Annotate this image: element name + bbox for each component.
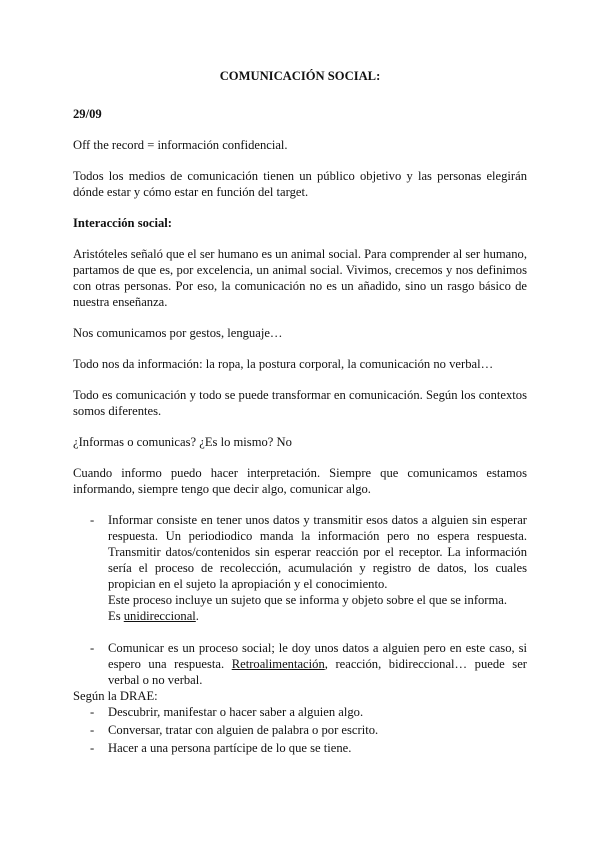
comunicar-text-post: , reacción, bidireccional… puede ser verbal o no verbal. <box>108 657 527 687</box>
drae-item-text: Descubrir, manifestar o hacer saber a alguien algo. <box>108 705 364 719</box>
paragraph-gestos: Nos comunicamos por gestos, lenguaje… <box>73 326 283 340</box>
drae-item-text: Hacer a una persona partícipe de lo que se tiene. <box>108 741 352 755</box>
definitions-list <box>73 512 527 688</box>
list-dash: - <box>90 705 95 719</box>
drae-list <box>73 704 527 756</box>
comunicar-text-pre: Comunicar es un proceso social; le doy unos datos a alguien pero en este caso, si espero una respuesta. <box>108 641 527 671</box>
term-retroalimentacion: Retroalimentación <box>231 657 325 671</box>
informar-es-suffix: . <box>195 609 199 623</box>
paragraph-aristoteles: Aristóteles señaló que el ser humano es un animal social. Para comprender al ser humano, partamos de que es, por excelencia, un animal social. Vivimos, crecemos y nos definimos con otras personas. Por eso, la comunicación no es un añadido, sino un rasgo básico de nuestra enseñanza. <box>73 247 527 309</box>
list-item-informar <box>73 512 527 624</box>
drae-item <box>73 704 527 720</box>
informar-text: Informar consiste en tener unos datos y transmitir esos datos a alguien sin esperar respuesta. Un periodiodico manda la información pero no espera respuesta. Transmitir datos/contenidos sin esperar reacción por el receptor. La información sería el proceso de recolección, acumulación y registro de datos, los cuales propician en el sujeto la apropiación y el conocimiento. <box>108 513 527 591</box>
section-heading: Interacción social: <box>73 216 172 230</box>
list-dash: - <box>90 723 95 737</box>
term-unidireccional: unidireccional <box>123 609 196 623</box>
list-dash: - <box>90 513 95 527</box>
paragraph-interpretacion: Cuando informo puedo hacer interpretación. Siempre que comunicamos estamos informando, siempre tengo que decir algo, comunicar algo. <box>73 466 527 496</box>
list-dash: - <box>90 741 95 755</box>
informar-extra: Este proceso incluye un sujeto que se informa y objeto sobre el que se informa. <box>108 593 508 607</box>
informar-es-prefix: Es <box>108 609 124 623</box>
drae-item <box>73 722 527 738</box>
date-heading: 29/09 <box>73 107 102 121</box>
paragraph-pregunta: ¿Informas o comunicas? ¿Es lo mismo? No <box>73 435 292 449</box>
paragraph-target: Todos los medios de comunicación tienen un público objetivo y las personas elegirán dónde estar y cómo estar en función del target. <box>73 169 527 199</box>
paragraph-off-the-record: Off the record = información confidencial. <box>73 138 288 152</box>
list-dash: - <box>90 641 95 655</box>
drae-heading: Según la DRAE: <box>73 689 158 703</box>
drae-item-text: Conversar, tratar con alguien de palabra o por escrito. <box>108 723 379 737</box>
list-item-comunicar <box>73 640 527 688</box>
drae-item <box>73 740 527 756</box>
paragraph-contextos: Todo es comunicación y todo se puede transformar en comunicación. Según los contextos somos diferentes. <box>73 388 527 418</box>
paragraph-informacion: Todo nos da información: la ropa, la postura corporal, la comunicación no verbal… <box>73 357 494 371</box>
page-title: COMUNICACIÓN SOCIAL: <box>219 69 381 83</box>
